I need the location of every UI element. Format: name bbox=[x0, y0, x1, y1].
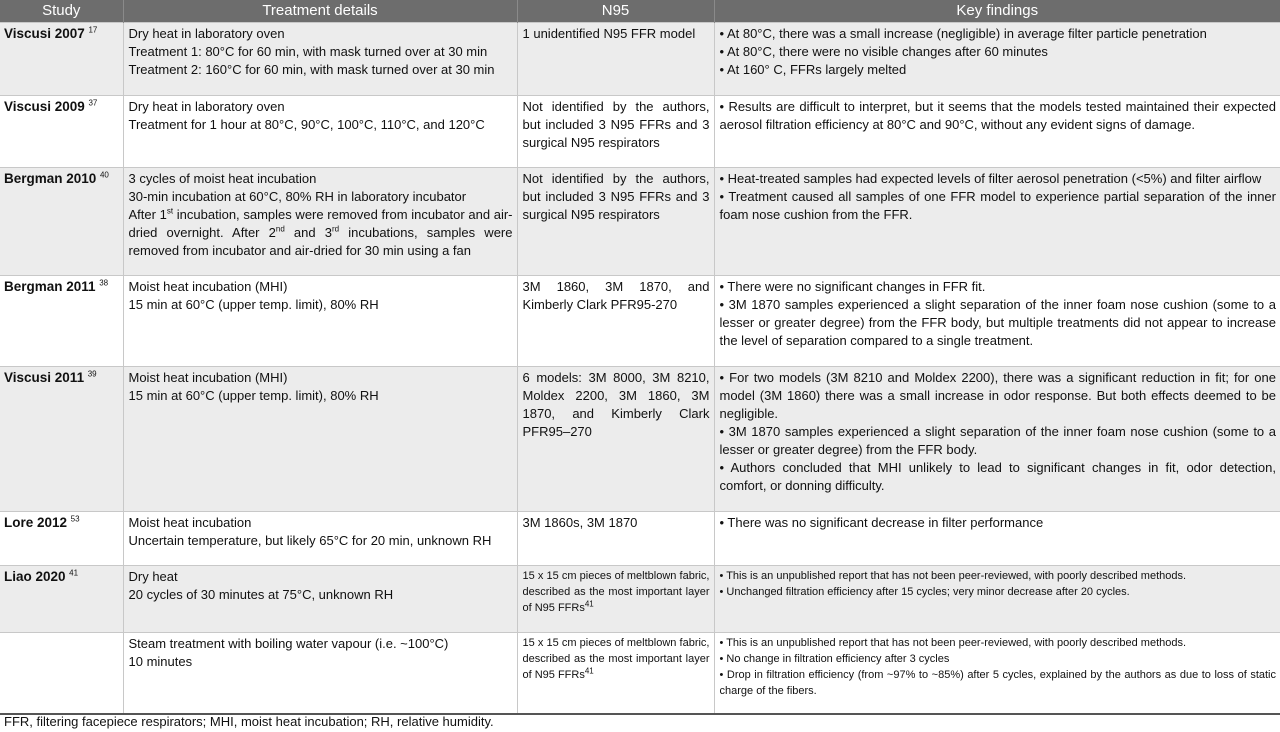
n95-cell: 3M 1860, 3M 1870, and Kimberly Clark PFR95-270 bbox=[517, 276, 714, 367]
finding-item: • This is an unpublished report that has not been peer-reviewed, with poorly described methods. bbox=[719, 637, 1187, 649]
findings-cell bbox=[714, 512, 1280, 566]
treatment-line: Moist heat incubation (MHI) bbox=[128, 279, 288, 294]
study-ref: 41 bbox=[69, 568, 79, 578]
finding-item: • 3M 1870 samples experienced a slight separation of the inner foam nose cushion (some to a lesser or greater degree) from the FFR body. bbox=[719, 424, 1276, 457]
study-ref: 38 bbox=[99, 278, 109, 288]
table-footnote: FFR, filtering facepiece respirators; MHI, moist heat incubation; RH, relative humidity. bbox=[4, 714, 494, 729]
n95-cell: 15 x 15 cm pieces of meltblown fabric, described as the most important layer of N95 FFRs$^{41}$ bbox=[517, 633, 714, 714]
finding-item: • At 160° C, FFRs largely melted bbox=[719, 62, 907, 77]
treatment-line: 10 minutes bbox=[128, 654, 193, 669]
finding-item: • Unchanged filtration efficiency after 15 cycles; very minor decrease after 20 cycles. bbox=[719, 586, 1130, 598]
treatment-cell bbox=[123, 512, 517, 566]
table-row bbox=[0, 633, 1280, 714]
table-row bbox=[0, 23, 1280, 96]
n95-ref: 41 bbox=[584, 599, 594, 609]
treatment-cell bbox=[123, 566, 517, 633]
finding-item: • Heat-treated samples had expected levels of filter aerosol penetration (<5%) and filter airflow bbox=[719, 171, 1262, 186]
finding-item: • For two models (3M 8210 and Moldex 2200), there was a significant reduction in fit; for one model (3M 1860) there was a small increase in odor response. But both effects deemed to be negligible. bbox=[719, 370, 1276, 421]
findings-cell bbox=[714, 367, 1280, 512]
finding-item: • There were no significant changes in FFR fit. bbox=[719, 279, 986, 294]
study-cell bbox=[0, 633, 123, 714]
table-row bbox=[0, 168, 1280, 276]
treatment-cell bbox=[123, 23, 517, 96]
finding-item: • No change in filtration efficiency after 3 cycles bbox=[719, 653, 950, 665]
n95-cell: Not identified by the authors, but included 3 N95 FFRs and 3 surgical N95 respirators bbox=[517, 96, 714, 168]
n95-ref: 41 bbox=[584, 666, 594, 676]
table-row bbox=[0, 512, 1280, 566]
study-name: Viscusi 2009 bbox=[4, 99, 85, 114]
treatment-line: Steam treatment with boiling water vapour (i.e. ~100°C) bbox=[128, 636, 449, 651]
study-cell bbox=[0, 96, 123, 168]
treatment-line: After 1st incubation, samples were removed from incubator and air-dried overnight. After 2nd and 3rd incubations, samples were removed from incubator and air-dried for 30 min using a fan bbox=[128, 206, 513, 258]
treatment-line: Treatment for 1 hour at 80°C, 90°C, 100°C, 110°C, and 120°C bbox=[128, 117, 485, 132]
study-name: Viscusi 2011 bbox=[4, 370, 85, 385]
findings-cell bbox=[714, 276, 1280, 367]
treatment-cell bbox=[123, 168, 517, 276]
n95-cell: 1 unidentified N95 FFR model bbox=[517, 23, 714, 96]
header-study: Study bbox=[0, 0, 123, 23]
table-row bbox=[0, 96, 1280, 168]
findings-cell bbox=[714, 633, 1280, 714]
treatment-line: Moist heat incubation bbox=[128, 515, 252, 530]
treatment-line: Treatment 2: 160°C for 60 min, with mask turned over at 30 min bbox=[128, 62, 495, 77]
table-row bbox=[0, 276, 1280, 367]
n95-cell: 3M 1860s, 3M 1870 bbox=[517, 512, 714, 566]
treatment-line: 30-min incubation at 60°C, 80% RH in laboratory incubator bbox=[128, 189, 467, 204]
treatment-line: Dry heat in laboratory oven bbox=[128, 26, 285, 41]
findings-cell bbox=[714, 23, 1280, 96]
study-cell bbox=[0, 367, 123, 512]
finding-item: • Drop in filtration efficiency (from ~97% to ~85%) after 5 cycles, explained by the authors as due to loss of static charge of the fibers. bbox=[719, 669, 1276, 697]
header-treatment: Treatment details bbox=[123, 0, 517, 23]
treatment-line: 3 cycles of moist heat incubation bbox=[128, 171, 317, 186]
finding-item: • There was no significant decrease in filter performance bbox=[719, 515, 1044, 530]
findings-cell bbox=[714, 96, 1280, 168]
study-cell bbox=[0, 276, 123, 367]
treatment-line: 15 min at 60°C (upper temp. limit), 80% RH bbox=[128, 388, 379, 403]
table-row bbox=[0, 566, 1280, 633]
treatment-line: Treatment 1: 80°C for 60 min, with mask turned over at 30 min bbox=[128, 44, 488, 59]
treatment-cell bbox=[123, 276, 517, 367]
treatment-cell bbox=[123, 367, 517, 512]
n95-cell: 15 x 15 cm pieces of meltblown fabric, described as the most important layer of N95 FFRs$^{41}$ bbox=[517, 566, 714, 633]
treatment-line: Moist heat incubation (MHI) bbox=[128, 370, 288, 385]
treatment-line: 15 min at 60°C (upper temp. limit), 80% RH bbox=[128, 297, 379, 312]
treatment-cell bbox=[123, 96, 517, 168]
treatment-line: Dry heat in laboratory oven bbox=[128, 99, 285, 114]
study-cell bbox=[0, 23, 123, 96]
finding-item: • Authors concluded that MHI unlikely to lead to significant changes in fit, odor detection, comfort, or donning difficulty. bbox=[719, 460, 1276, 493]
study-cell bbox=[0, 512, 123, 566]
study-ref: 17 bbox=[88, 25, 98, 35]
study-ref: 37 bbox=[88, 98, 98, 108]
treatment-line: 20 cycles of 30 minutes at 75°C, unknown RH bbox=[128, 587, 394, 602]
finding-item: • Results are difficult to interpret, but it seems that the models tested maintained their expected aerosol filtration efficiency at 80°C and 90°C, without any evident signs of damage. bbox=[719, 99, 1276, 132]
n95-cell: Not identified by the authors, but included 3 N95 FFRs and 3 surgical N95 respirators bbox=[517, 168, 714, 276]
findings-cell bbox=[714, 168, 1280, 276]
study-name: Bergman 2011 bbox=[4, 279, 96, 294]
study-name: Bergman 2010 bbox=[4, 171, 97, 186]
study-cell bbox=[0, 168, 123, 276]
finding-item: • 3M 1870 samples experienced a slight separation of the inner foam nose cushion (some to a lesser or greater degree) from the FFR body, but multiple treatments did not appear to increase the level of separation compared to a single treatment. bbox=[719, 297, 1276, 348]
study-ref: 39 bbox=[87, 369, 97, 379]
findings-cell bbox=[714, 566, 1280, 633]
table-row bbox=[0, 367, 1280, 512]
treatment-line: Uncertain temperature, but likely 65°C for 20 min, unknown RH bbox=[128, 533, 492, 548]
finding-item: • This is an unpublished report that has not been peer-reviewed, with poorly described methods. bbox=[719, 570, 1187, 582]
treatment-cell bbox=[123, 633, 517, 714]
header-row bbox=[0, 0, 1280, 23]
finding-item: • At 80°C, there was a small increase (negligible) in average filter particle penetration bbox=[719, 26, 1207, 41]
study-ref: 53 bbox=[70, 514, 80, 524]
header-n95: N95 bbox=[517, 0, 714, 23]
finding-item: • At 80°C, there were no visible changes after 60 minutes bbox=[719, 44, 1048, 59]
finding-item: • Treatment caused all samples of one FFR model to experience partial separation of the inner foam nose cushion from the FFR. bbox=[719, 189, 1276, 222]
treatment-line: Dry heat bbox=[128, 569, 178, 584]
study-name: Viscusi 2007 bbox=[4, 26, 85, 41]
header-findings: Key findings bbox=[714, 0, 1280, 23]
n95-cell: 6 models: 3M 8000, 3M 8210, Moldex 2200, 3M 1860, 3M 1870, and Kimberly Clark PFR95–270 bbox=[517, 367, 714, 512]
study-ref: 40 bbox=[99, 170, 109, 180]
study-name: Lore 2012 bbox=[4, 515, 68, 530]
study-name: Liao 2020 bbox=[4, 569, 66, 584]
study-cell bbox=[0, 566, 123, 633]
